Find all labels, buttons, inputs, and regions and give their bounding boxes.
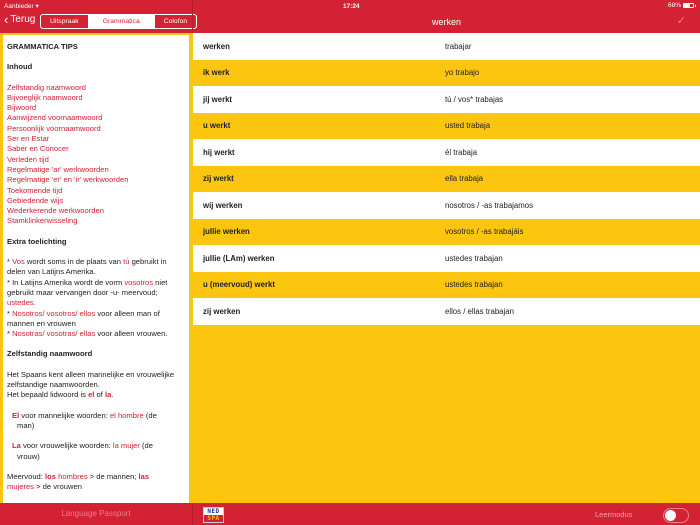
- table-row[interactable]: [193, 166, 700, 193]
- carrier-name: Aanbieder: [4, 3, 34, 10]
- learn-mode-toggle[interactable]: [663, 508, 689, 523]
- back-label: Terug: [10, 14, 36, 25]
- toc-link[interactable]: Wederkerende werkwoorden: [7, 206, 104, 216]
- dutch-form: wij werken: [203, 200, 243, 210]
- dutch-form: zij werken: [203, 306, 241, 316]
- table-row[interactable]: [193, 33, 700, 60]
- segmented-control: [40, 14, 197, 29]
- toc-link[interactable]: Stamklinkerwisseling: [7, 216, 78, 226]
- toc-link[interactable]: Bijvoeglijk naamwoord: [7, 92, 83, 102]
- spanish-form: ellos / ellas trabajan: [445, 306, 514, 316]
- spanish-form: trabajar: [445, 41, 472, 51]
- dutch-form: jij werkt: [203, 94, 233, 104]
- dutch-form: werken: [203, 41, 230, 51]
- tab-colofon[interactable]: Colofon: [163, 18, 188, 25]
- toc-link[interactable]: Regelmatige 'ar' werkwoorden: [7, 164, 109, 174]
- noun-article: Het bepaald lidwoord is el of la.: [7, 390, 114, 400]
- spanish-form: yo trabajo: [445, 68, 480, 78]
- extra-note-4: * Nosotras/ vosotras/ ellas voor alleen vrouwen.: [7, 329, 168, 339]
- noun-masculine: El voor mannelijke woorden: el hombre (de man): [12, 410, 157, 430]
- dutch-form: u (meervoud) werkt: [203, 280, 275, 290]
- toggle-knob: [665, 510, 676, 521]
- toc-link[interactable]: Bijwoord: [7, 103, 37, 113]
- spanish-form: ustedes trabajan: [445, 280, 503, 290]
- noun-plural: Meervoud: los hombres > de mannen; las mujeres > de vrouwen: [7, 471, 150, 492]
- toc-link[interactable]: Toekomende tijd: [7, 185, 63, 195]
- grammar-panel: [0, 33, 192, 503]
- toc-link[interactable]: Gebiedende wijs: [7, 195, 64, 205]
- spanish-form: vosotros / -as trabajáis: [445, 227, 524, 237]
- noun-heading: Zelfstandig naamwoord: [7, 349, 93, 359]
- extra-note-1: * Vos wordt soms in de plaats van tú gebruikt in delen van Latijns Amerika.: [7, 257, 167, 277]
- toc-link[interactable]: Ser en Estar: [7, 134, 50, 144]
- top-bar: [0, 0, 700, 33]
- extra-note-3: * Nosotros/ vosotros/ ellos voor alleen man of mannen en vrouwen: [7, 308, 160, 328]
- wifi-icon: ▾: [35, 3, 39, 10]
- toc-link[interactable]: Saber en Conocer: [7, 144, 69, 154]
- battery-percent: 68%: [667, 2, 681, 9]
- table-row[interactable]: [193, 139, 700, 166]
- table-row[interactable]: [193, 113, 700, 140]
- toc-link[interactable]: Persoonlijk voornaamwoord: [7, 123, 101, 133]
- brand-label: Language Passport: [61, 509, 131, 518]
- spanish-form: él trabaja: [445, 147, 478, 157]
- table-row[interactable]: [193, 60, 700, 87]
- noun-feminine: La voor vrouwelijke woorden: la mujer (de vrouw): [12, 441, 153, 461]
- noun-intro: Het Spaans kent alleen mannelijke en vrouwelijke zelfstandige naamwoorden.: [7, 369, 175, 390]
- table-row[interactable]: [193, 245, 700, 272]
- tab-grammatica[interactable]: Grammatica: [89, 15, 155, 28]
- spanish-form: tú / vos* trabajas: [445, 94, 504, 104]
- status-time: 17:24: [343, 3, 360, 10]
- toc-link[interactable]: Regelmatige 'er' en 'ir' werkwoorden: [7, 175, 129, 185]
- tab-uitspraak[interactable]: Uitspraak: [41, 15, 89, 28]
- learn-mode-label: Leermodus: [595, 510, 633, 519]
- table-row[interactable]: [193, 86, 700, 113]
- toc-link[interactable]: Zelfstandig naamwoord: [7, 82, 86, 92]
- footer-bar: [0, 503, 700, 525]
- conjugation-table: [193, 33, 700, 503]
- table-row[interactable]: [193, 272, 700, 299]
- back-button[interactable]: [4, 11, 36, 27]
- dutch-form: ik werk: [203, 68, 230, 78]
- status-carrier: [4, 2, 39, 10]
- ned-spa-logo: NED SPA: [203, 507, 224, 523]
- spanish-form: ella trabaja: [445, 174, 484, 184]
- spanish-form: usted trabaja: [445, 121, 491, 131]
- page-title: werken: [431, 17, 461, 27]
- spanish-form: ustedes trabajan: [445, 253, 503, 263]
- chevron-left-icon: ‹: [4, 11, 9, 27]
- table-row[interactable]: [193, 192, 700, 219]
- grammar-title: GRAMMATICA TIPS: [7, 42, 78, 51]
- battery-icon: [683, 3, 694, 8]
- dutch-form: zij werkt: [203, 174, 234, 184]
- checkmark-icon[interactable]: ✓: [676, 15, 686, 27]
- toc-link[interactable]: Aanwijzend voornaamwoord: [7, 113, 103, 123]
- dutch-form: jullie werken: [203, 227, 250, 237]
- status-battery: [668, 2, 694, 9]
- dutch-form: jullie (LAm) werken: [203, 253, 275, 263]
- dutch-form: u werkt: [203, 121, 231, 131]
- toc-heading: Inhoud: [7, 62, 33, 72]
- table-row[interactable]: [193, 219, 700, 246]
- dutch-form: hij werkt: [203, 147, 235, 157]
- grammar-content[interactable]: [3, 35, 189, 503]
- toc-list: [7, 83, 185, 227]
- footer-divider: [192, 503, 193, 525]
- table-row[interactable]: [193, 298, 700, 325]
- toc-link[interactable]: Verleden tijd: [7, 154, 49, 164]
- extra-note-2: * In Latijns Amerika wordt de vorm vosotros niet gebruikt maar vervangen door -u- meervoud; ustedes.: [7, 277, 168, 308]
- spanish-form: nosotros / -as trabajamos: [445, 200, 533, 210]
- extra-heading: Extra toelichting: [7, 236, 67, 246]
